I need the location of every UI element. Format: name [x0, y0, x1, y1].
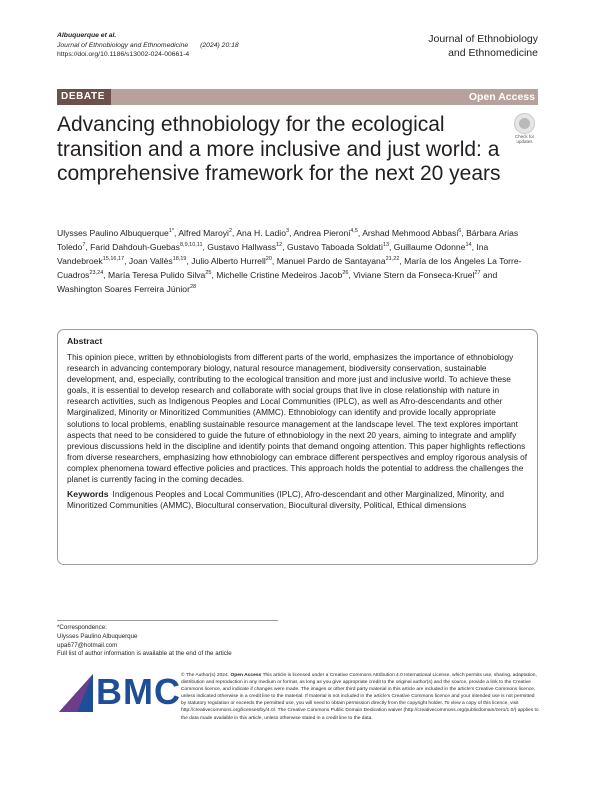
author-name[interactable]: Arshad Mehmood Abbasi	[362, 228, 459, 238]
article-type-label: DEBATE	[57, 89, 111, 105]
author-affiliation-marker: 15,16,17	[102, 256, 125, 263]
abstract-box	[57, 329, 538, 565]
author-affiliation-marker: 2	[228, 228, 232, 235]
running-header	[57, 31, 239, 60]
author-list: Ulysses Paulino Albuquerque$^{1*}$, Alfred Maroyi$^2$, Ana H. Ladio$^3$, Andrea Pieroni$^{4,5}$, Arshad Mehmood Abbasi$^6$, Bárbara Arias Toledo$^7$, Farid Dahdouh-Guebas$^{8,9,10,11}$, Gustavo Hallwass$^{12}$, Gustavo Taboada Soldati$^{13}$, Guillaume Odonne$^{14}$, Ina Vandebroek$^{15,16,17}$, Joan Vallès$^{18,19}$, Julio Alberto Hurrell$^{20}$, Manuel Pardo de Santayana$^{21,22}$, María de los Ángeles La Torre-Cuadros$^{23,24}$, María Teresa Pulido Silva$^{25}$, Michelle Cristine Medeiros Jacob$^{26}$, Viviane Stern da Fonseca-Kruel$^{27}$ and Washington Soares Ferreira Júnior$^{28}$	[57, 228, 522, 294]
author-name[interactable]: Gustavo Hallwass	[207, 242, 277, 252]
open-access-label: Open Access	[468, 91, 535, 103]
journal-name	[428, 32, 538, 60]
correspondence-label: *Correspondence:	[57, 624, 107, 631]
header-year-issue: (2024) 20:18	[200, 41, 239, 49]
author-name[interactable]: Manuel Pardo de Santayana	[276, 256, 386, 266]
license-body: This article is licensed under a Creative Commons Attribution 4.0 International License, which permits use, sharing, adaptation, distribution and reproduction in any medium or format, as long as you give appropriate credit to the original author(s) and the source, provide a link to the Creative Commons licence, and indicate if changes were made. The images or other third party material in this article are included in the article's Creative Commons licence, unless indicated otherwise in a credit line to the material. If material is not included in the article's Creative Commons licence and your intended use is not permitted by statutory regulation or exceeds the permitted use, you will need to obtain permission directly from the copyright holder. To view a copy of this licence, visit http://creativecommons.org/licenses/by/4.0/. The Creative Commons Public Domain Dedication waiver (http://creativecommons.org/publicdomain/zero/1.0/) applies to the data made available in this article, unless otherwise stated in a credit line to the data.	[181, 673, 539, 721]
author-affiliation-marker: 26	[342, 270, 349, 277]
journal-name-line2: and Ethnomedicine	[448, 47, 538, 59]
correspondence-note: Full list of author information is available at the end of the article	[57, 650, 232, 658]
author-name[interactable]: Joan Vallès	[128, 256, 173, 266]
author-name[interactable]: Ana H. Ladio	[236, 228, 286, 238]
badge-caption-1: Check for	[514, 134, 535, 139]
license-open-access: Open Access	[230, 673, 262, 678]
check-updates-icon	[514, 113, 535, 134]
author-affiliation-marker: 21,22	[385, 256, 400, 263]
author-affiliation-marker: 8,9,10,11	[179, 242, 203, 249]
author-name[interactable]: Gustavo Taboada Soldati	[286, 242, 383, 252]
author-affiliation-marker: 18,19	[172, 256, 187, 263]
author-name[interactable]: Guillaume Odonne	[393, 242, 466, 252]
author-name[interactable]: Viviane Stern da Fonseca-Kruel	[353, 270, 475, 280]
article-title: Advancing ethnobiology for the ecological transition and a more inclusive and just world: a comprehensive framework for the next 20 years	[57, 113, 501, 185]
author-name[interactable]: Ina Vandebroek	[57, 242, 489, 266]
author-name[interactable]: Michelle Cristine Medeiros Jacob	[216, 270, 343, 280]
author-affiliation-marker: 27	[474, 270, 481, 277]
keywords-label: Keywords	[67, 489, 109, 500]
author-name[interactable]: Julio Alberto Hurrell	[191, 256, 266, 266]
footnote-rule	[57, 620, 278, 621]
header-authors: Albuquerque et al.	[57, 32, 117, 39]
author-affiliation-marker: 4,5	[350, 228, 358, 235]
correspondence-email[interactable]: upa677@hotmail.com	[57, 641, 118, 649]
author-affiliation-marker: 3	[286, 228, 290, 235]
author-affiliation-marker: 6	[458, 228, 462, 235]
license-prefix: © The Author(s) 2024.	[181, 673, 230, 678]
journal-name-line1: Journal of Ethnobiology	[428, 33, 538, 45]
bmc-logo-text: BMC	[96, 671, 181, 712]
header-journal: Journal of Ethnobiology and Ethnomedicine	[57, 41, 189, 49]
author-name[interactable]: María de los Ángeles La Torre-Cuadros	[57, 256, 522, 280]
abstract-heading: Abstract	[67, 336, 103, 346]
author-name[interactable]: Farid Dahdouh-Guebas	[90, 242, 180, 252]
author-name[interactable]: Andrea Pieroni	[293, 228, 351, 238]
author-name[interactable]: María Teresa Pulido Silva	[108, 270, 206, 280]
author-affiliation-marker: 1*	[168, 228, 174, 235]
header-doi[interactable]: https://doi.org/10.1186/s13002-024-00661-4	[57, 51, 190, 59]
author-name[interactable]: Alfred Maroyi	[178, 228, 229, 238]
abstract-text: This opinion piece, written by ethnobiologists from different parts of the world, emphasizes the importance of ethnobiology research in advancing contemporary biology, natural resource management, biodiversity conservation, sustainable development, and, especially, contributing to the ecological transition and more just and inclusive world. To achieve these goals, it is essential to develop research and collaborate with social groups that live in close relationship with nature in research activities, such as Indigenous Peoples and Local Communities (IPLC), as well as Afro-descendants and other Marginalized, Minority or Minoritized Communities (AMMC). Ethnobiology can identify and provide locally appropriate solutions to local problems, enabling sustainable resource management at the landscape level. The text explores important aspects that need to be considered to guide the future of ethnobiology in the next 20 years, aiming to integrate and amplify previous discussions held in the discipline and identify points that demand ongoing attention. This paper highlights reflections from diverse researchers, emphasizing how ethnobiology can embrace different perspectives and employ rigorous analysis of complex phenomena toward effective policies and practices. This approach holds the potential to address the challenges the planet is currently facing in the coming decades.	[67, 352, 528, 485]
check-for-updates-badge[interactable]	[511, 113, 538, 144]
correspondence-name: Ulysses Paulino Albuquerque	[57, 632, 138, 640]
article-type-band	[57, 89, 538, 105]
keywords-text: Indigenous Peoples and Local Communities (IPLC), Afro-descendant and other Marginalized, Minority, and Minoritized Communities (AMMC), Biocultural conservation, Biocultural diversity, Political, Ethical dimensions	[67, 489, 504, 511]
author-name[interactable]: Washington Soares Ferreira Júnior	[57, 284, 190, 294]
author-affiliation-marker: 28	[189, 284, 197, 291]
author-name[interactable]: Ulysses Paulino Albuquerque	[57, 228, 169, 238]
license-text	[181, 672, 539, 722]
author-affiliation-marker: 20	[265, 256, 272, 263]
badge-caption-2: updates	[516, 139, 533, 144]
author-affiliation-marker: 23,24	[89, 270, 104, 277]
author-affiliation-marker: 14	[465, 242, 472, 249]
author-name[interactable]: Bárbara Arias Toledo	[57, 228, 519, 252]
author-affiliation-marker: 12	[276, 242, 283, 249]
author-affiliation-marker: 7	[82, 242, 86, 249]
author-affiliation-marker: 13	[382, 242, 389, 249]
author-affiliation-marker: 25	[205, 270, 212, 277]
correspondence	[57, 624, 232, 659]
keywords	[67, 489, 528, 511]
